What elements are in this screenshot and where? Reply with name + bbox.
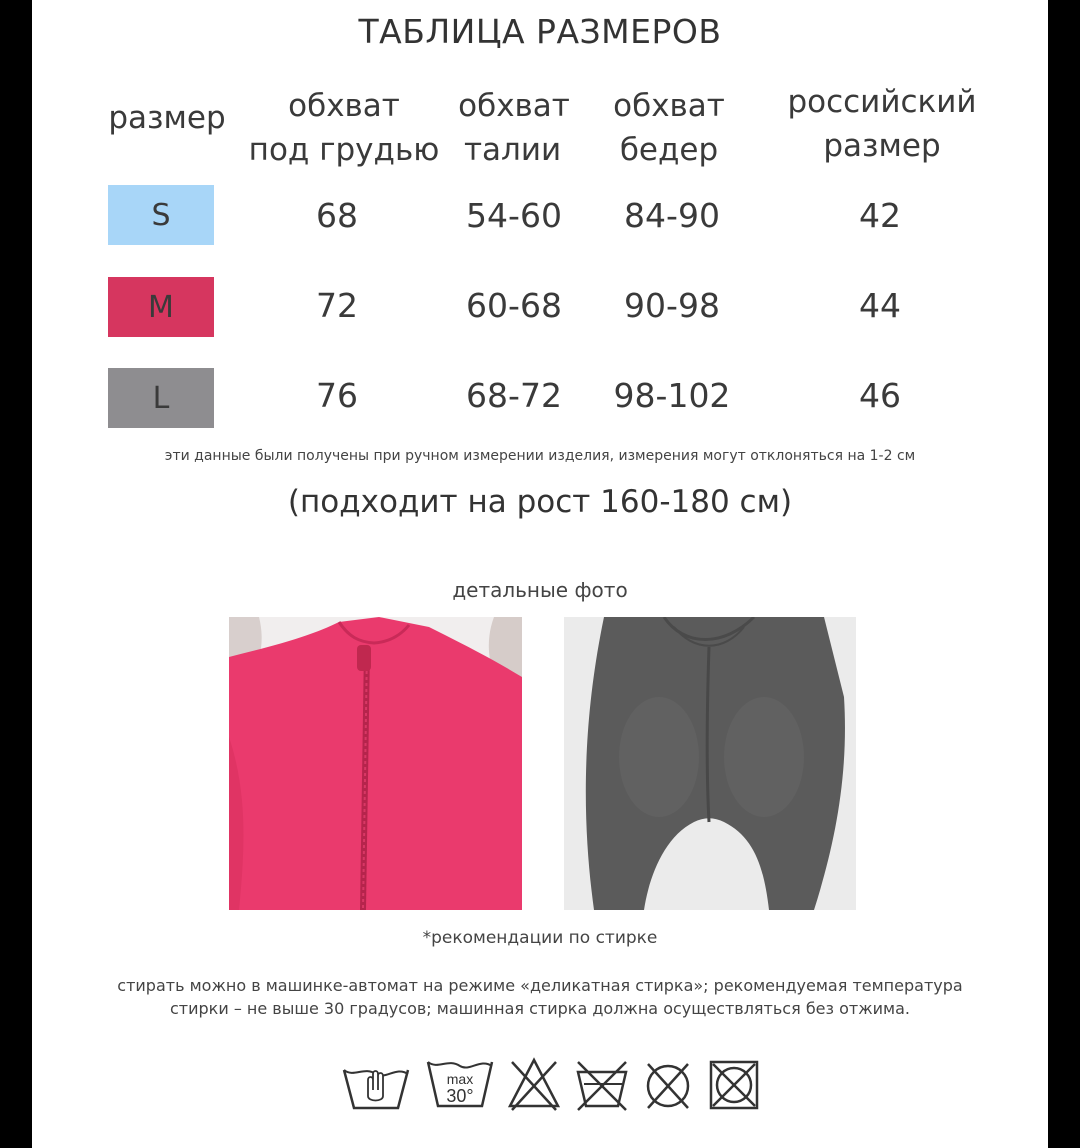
size-swatch-s: S xyxy=(108,185,214,245)
cell-waist-s: 54-60 xyxy=(466,196,562,235)
hand-wash-icon xyxy=(340,1052,398,1116)
cell-ru-s: 42 xyxy=(859,196,901,235)
page-title: ТАБЛИЦА РАЗМЕРОВ xyxy=(358,12,722,51)
cell-waist-m: 60-68 xyxy=(466,286,562,325)
wash-recommendations-title: *рекомендации по стирке xyxy=(422,928,658,948)
pink-zip-top-photo xyxy=(229,617,522,910)
do-not-bleach-icon xyxy=(506,1052,564,1116)
cell-underbust-m: 72 xyxy=(316,286,358,325)
header-underbust-line2: под грудью xyxy=(248,132,440,168)
do-not-tumble-dry-square-icon xyxy=(706,1052,764,1116)
wash-max-30-icon xyxy=(424,1052,496,1116)
grey-leggings-photo xyxy=(564,617,856,910)
cell-underbust-l: 76 xyxy=(316,376,358,415)
cell-ru-m: 44 xyxy=(859,286,901,325)
do-not-tumble-dry-icon xyxy=(574,1052,632,1116)
height-fit-text: (подходит на рост 160-180 см) xyxy=(287,484,793,520)
header-waist-line2: талии xyxy=(464,132,562,168)
header-ru-size xyxy=(772,80,992,168)
measurement-note: эти данные были получены при ручном измерении изделия, измерения могут отклоняться на 1-2 см xyxy=(164,448,916,464)
detail-photos-title: детальные фото xyxy=(452,578,628,602)
header-size: размер xyxy=(108,100,226,136)
size-chart-page xyxy=(32,0,1048,1148)
do-not-dry-clean-icon xyxy=(640,1052,698,1116)
wash-max-label: max xyxy=(446,1071,474,1087)
header-hips-line1: обхват xyxy=(613,88,725,124)
header-ru-line1: российский xyxy=(787,84,977,120)
cell-hips-l: 98-102 xyxy=(613,376,731,415)
cell-hips-s: 84-90 xyxy=(624,196,720,235)
header-waist-line1: обхват xyxy=(458,88,570,124)
wash-instructions-line2: стирки – не выше 30 градусов; машинная стирка должна осуществляться без отжима. xyxy=(170,999,910,1018)
size-swatch-m: M xyxy=(108,277,214,337)
cell-underbust-s: 68 xyxy=(316,196,358,235)
wash-temp-label: 30° xyxy=(446,1086,474,1106)
cell-waist-l: 68-72 xyxy=(466,376,562,415)
header-ru-line2: размер xyxy=(823,128,941,164)
header-hips-line2: бедер xyxy=(619,132,719,168)
cell-hips-m: 90-98 xyxy=(624,286,720,325)
wash-instructions-line1: стирать можно в машинке-автомат на режиме «деликатная стирка»; рекомендуемая температура xyxy=(117,976,963,995)
header-underbust xyxy=(246,84,442,172)
size-swatch-l: L xyxy=(108,368,214,428)
header-waist xyxy=(454,84,574,172)
header-underbust-line1: обхват xyxy=(288,88,400,124)
cell-ru-l: 46 xyxy=(859,376,901,415)
wash-instructions xyxy=(112,974,968,1020)
header-hips xyxy=(604,84,734,172)
